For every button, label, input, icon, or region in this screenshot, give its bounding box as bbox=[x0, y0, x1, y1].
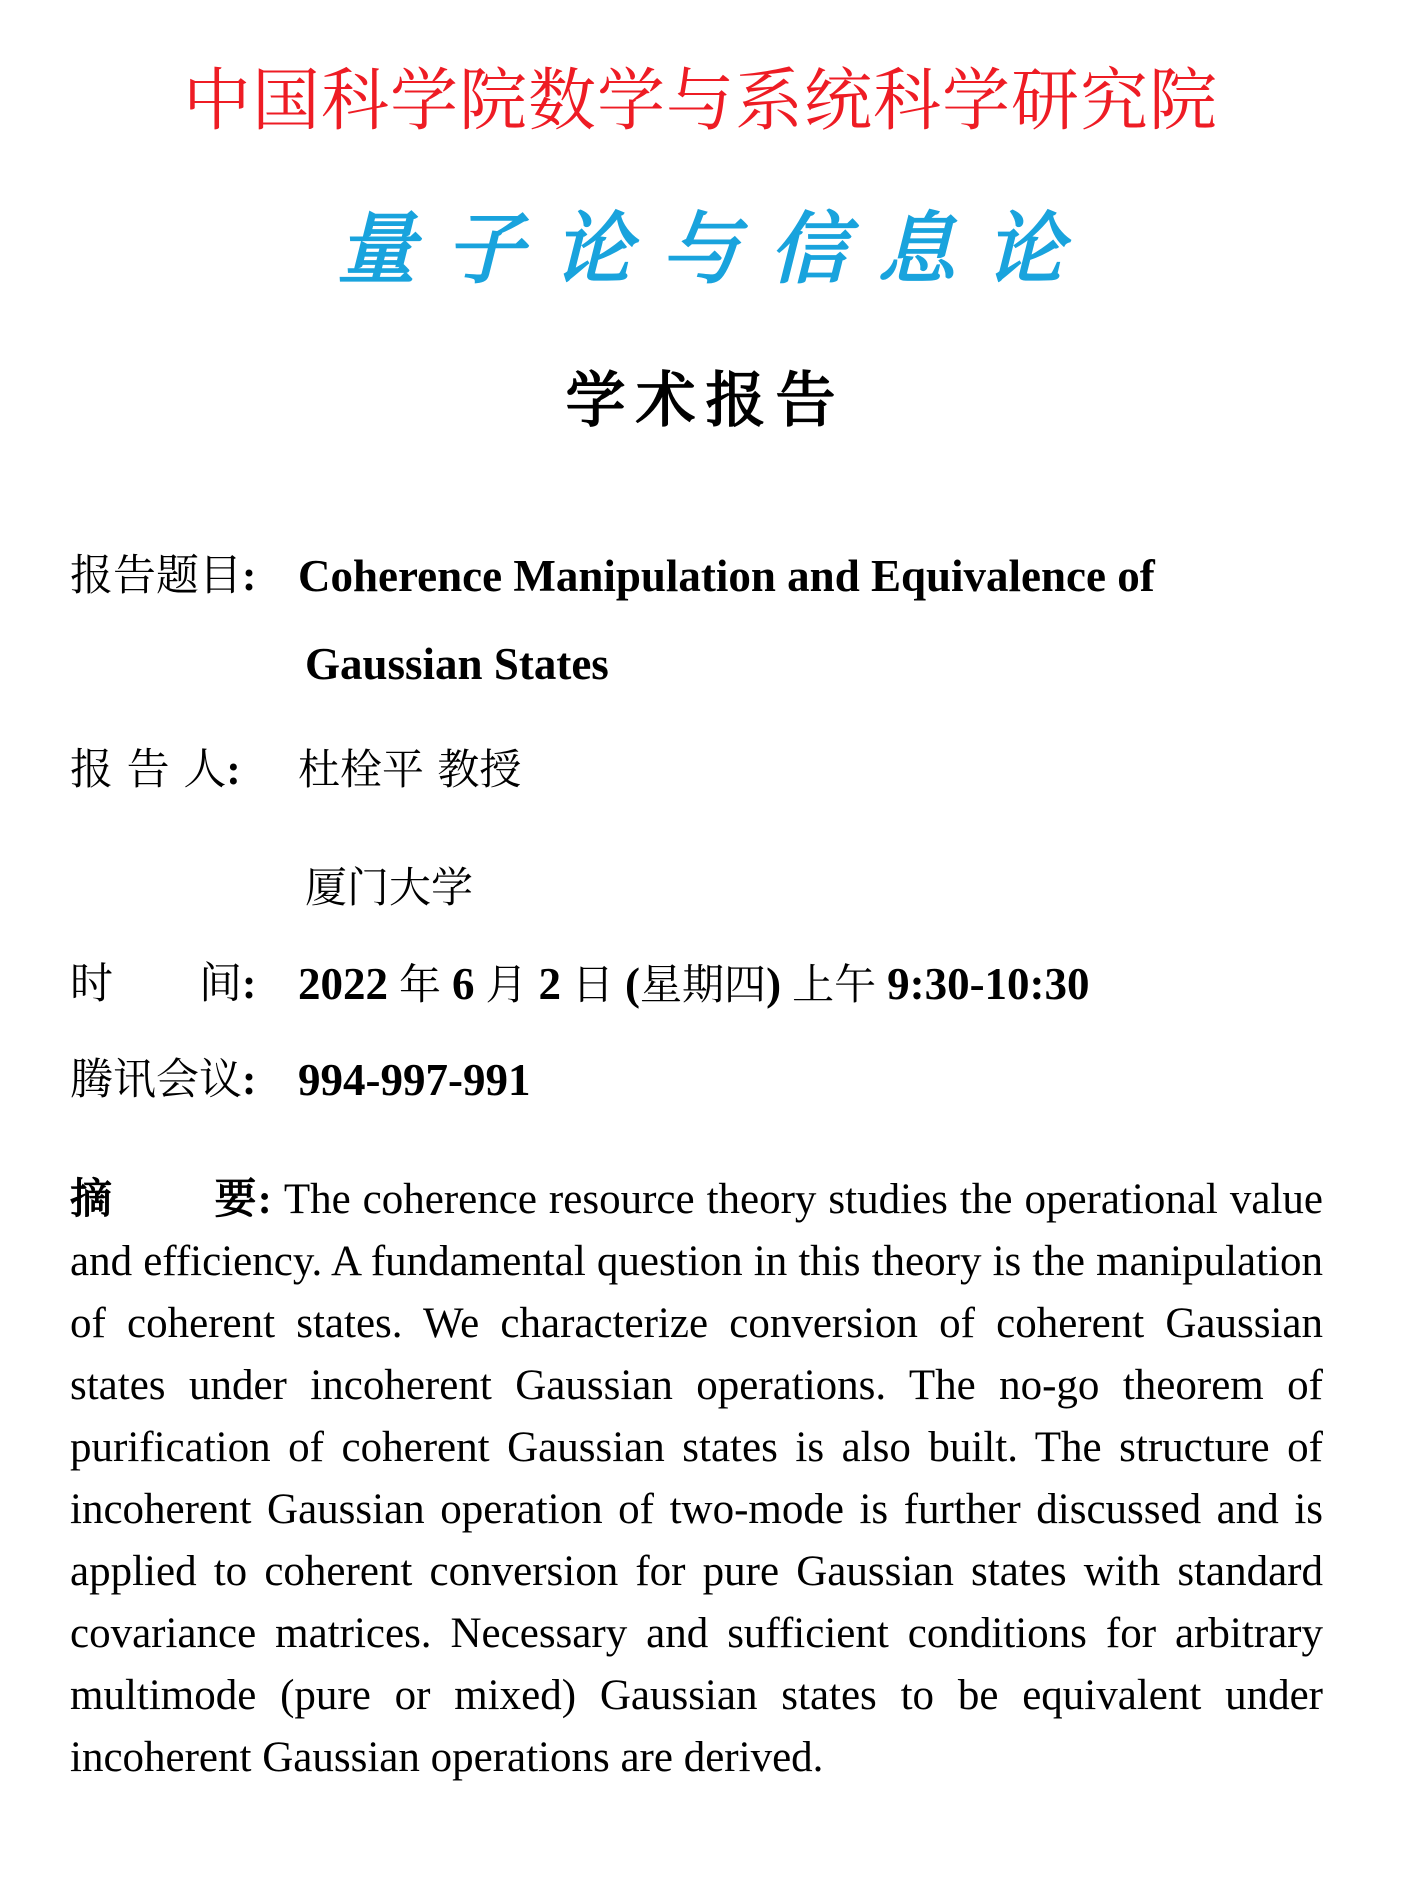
time-day-unit: 日 bbox=[572, 960, 615, 1009]
meeting-label: 腾讯会议: bbox=[70, 1055, 257, 1105]
time-hours: 9:30-10:30 bbox=[887, 959, 1090, 1009]
meeting-id: 994-997-991 bbox=[298, 1055, 531, 1105]
time-year-unit: 年 bbox=[399, 960, 442, 1009]
time-month: 6 bbox=[452, 959, 475, 1009]
speaker-affiliation-row bbox=[305, 860, 473, 916]
talk-title-line1: Coherence Manipulation and Equivalence of bbox=[298, 551, 1155, 601]
time-weekday-close: ) bbox=[766, 959, 782, 1009]
time-year: 2022 bbox=[298, 959, 388, 1009]
speaker-label: 报 告 人: bbox=[70, 745, 241, 795]
time-label: 时 间: bbox=[70, 959, 257, 1009]
speaker-affiliation: 厦门大学 bbox=[305, 863, 474, 912]
time-weekday-open: ( bbox=[625, 959, 641, 1009]
abstract-block bbox=[70, 1168, 1323, 1789]
talk-title-line2: Gaussian States bbox=[305, 639, 609, 689]
institute-name: 中国科学院数学与系统科学研究院 bbox=[182, 62, 1218, 141]
title-label: 报告题目: bbox=[70, 551, 257, 601]
report-type-heading: 学术报告 bbox=[565, 366, 846, 436]
abstract-text: The coherence resource theory studies the operational value and efficiency. A fundamental question in this theory is the manipulation of coherent states. We characterize conversion of coherent Gaussian states under incoherent Gaussian operations. The no-go theorem of purification of coherent Gaussian states is also built. The structure of incoherent Gaussian operation of two-mode is further discussed and is applied to coherent conversion for pure Gaussian states with standard covariance matrices. Necessary and sufficient conditions for arbitrary multimode (pure or mixed) Gaussian states to be equivalent under incoherent Gaussian operations are derived. bbox=[70, 1176, 1323, 1781]
speaker-name: 杜栓平 教授 bbox=[298, 745, 522, 794]
time-day: 2 bbox=[538, 959, 562, 1009]
series-title: 量子论与信息论 bbox=[337, 204, 1094, 295]
time-month-unit: 月 bbox=[485, 960, 528, 1009]
time-value bbox=[298, 956, 1090, 1013]
abstract-label: 摘 要: bbox=[70, 1174, 272, 1223]
time-weekday: 星期四 bbox=[640, 960, 767, 1009]
time-period: 上午 bbox=[792, 960, 877, 1009]
